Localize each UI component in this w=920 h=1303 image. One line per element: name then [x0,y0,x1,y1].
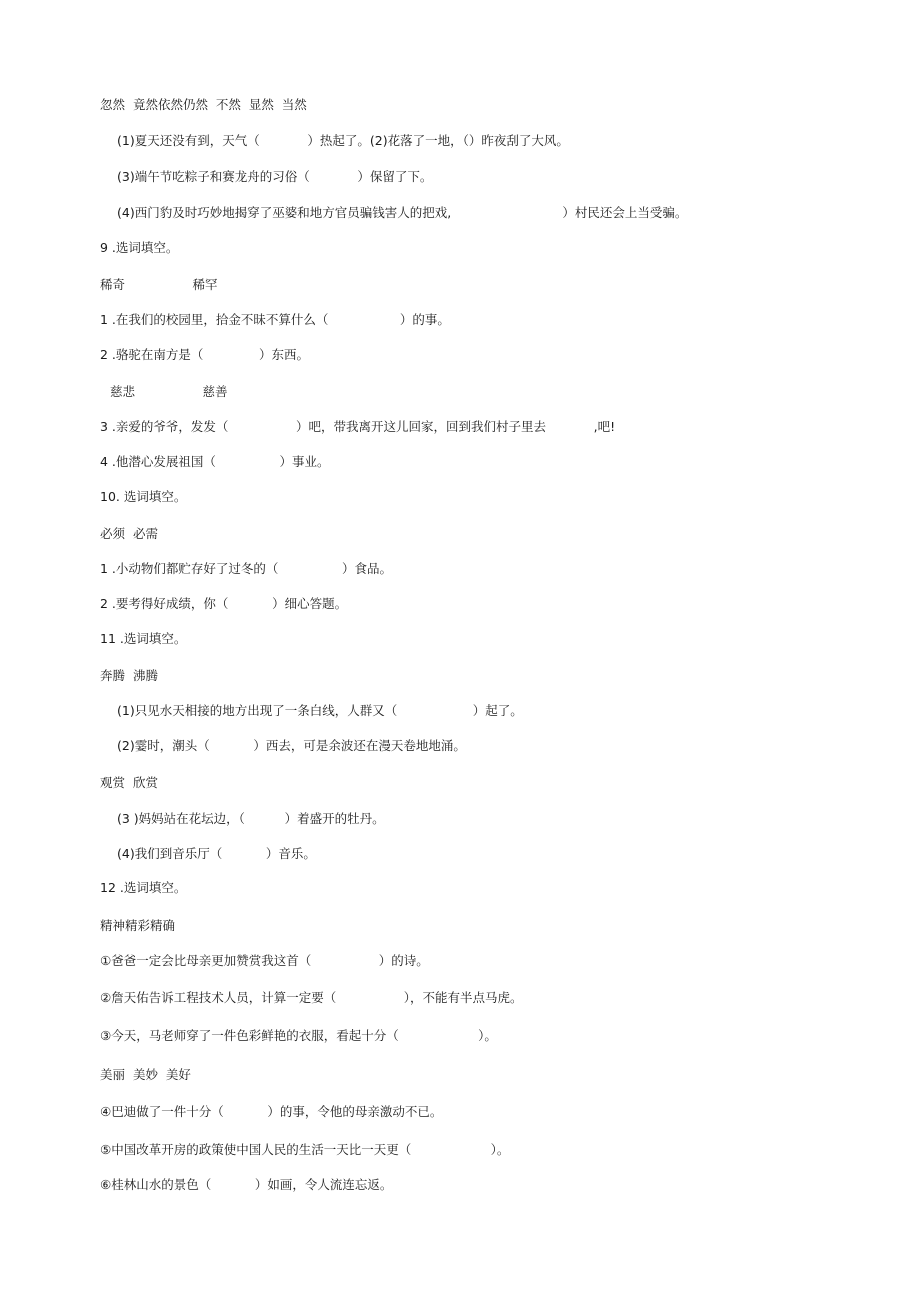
question-item: 2 .骆驼在南方是（ ）东西。 [100,347,310,362]
question-item: (3)端午节吃粽子和赛龙舟的习俗（ ）保留了下。 [117,169,433,184]
section-heading-11: 11 .选词填空。 [100,631,187,646]
word-options-11b: 观赏 欣赏 [100,775,158,790]
question-item: ⑥桂林山水的景色（ ）如画，令人流连忘返。 [100,1177,393,1192]
question-item: 3 .亲爱的爷爷，发发（ ）吧，带我离开这儿回家，回到我们村子里去 ,吧! [100,419,616,434]
word-options-1: 忽然 竟然依然仍然 不然 显然 当然 [100,97,307,112]
word-options-12a: 精神精彩精确 [100,918,176,933]
section-heading-9: 9 .选词填空。 [100,240,179,255]
word-options-9b: 慈悲 慈善 [110,384,228,399]
question-item: (2)霎时，潮头（ ）西去，可是余波还在漫天卷地地涌。 [117,738,466,753]
section-heading-12: 12 .选词填空。 [100,880,187,895]
question-item: (3 )妈妈站在花坛边，（ ）着盛开的牡丹。 [117,811,385,826]
word-options-12b: 美丽 美妙 美好 [100,1067,191,1082]
word-options-11a: 奔腾 沸腾 [100,668,158,683]
question-item: (1)夏天还没有到，天气（ ）热起了。(2)花落了一地，（）昨夜刮了大风。 [117,133,569,148]
question-item: 4 .他潜心发展祖国（ ）事业。 [100,454,330,469]
question-item: 1 .在我们的校园里，拾金不昧不算什么（ ）的事。 [100,312,450,327]
question-item: (1)只见水天相接的地方出现了一条白线，人群又（ ）起了。 [117,703,523,718]
question-item: ②詹天佑告诉工程技术人员，计算一定要（ ），不能有半点马虎。 [100,990,523,1005]
word-options-9a: 稀奇 稀罕 [100,277,218,292]
question-item: (4)我们到音乐厅（ ）音乐。 [117,846,316,861]
section-heading-10: 10. 选词填空。 [100,489,187,504]
question-item: 1 .小动物们都贮存好了过冬的（ ）食品。 [100,561,392,576]
question-item: 2 .要考得好成绩，你（ ）细心答题。 [100,596,348,611]
question-item: ⑤中国改革开房的政策使中国人民的生活一天比一天更（ ）。 [100,1142,510,1157]
question-item: ①爸爸一定会比母亲更加赞赏我这首（ ）的诗。 [100,953,429,968]
question-item: ④巴迪做了一件十分（ ）的事，令他的母亲激动不已。 [100,1104,443,1119]
word-options-10: 必须 必需 [100,526,158,541]
question-item: ③今天，马老师穿了一件色彩鲜艳的衣服，看起十分（ ）。 [100,1028,497,1043]
question-item: (4)西门豹及时巧妙地揭穿了巫婆和地方官员骗钱害人的把戏, ）村民还会上当受骗。 [117,205,688,220]
